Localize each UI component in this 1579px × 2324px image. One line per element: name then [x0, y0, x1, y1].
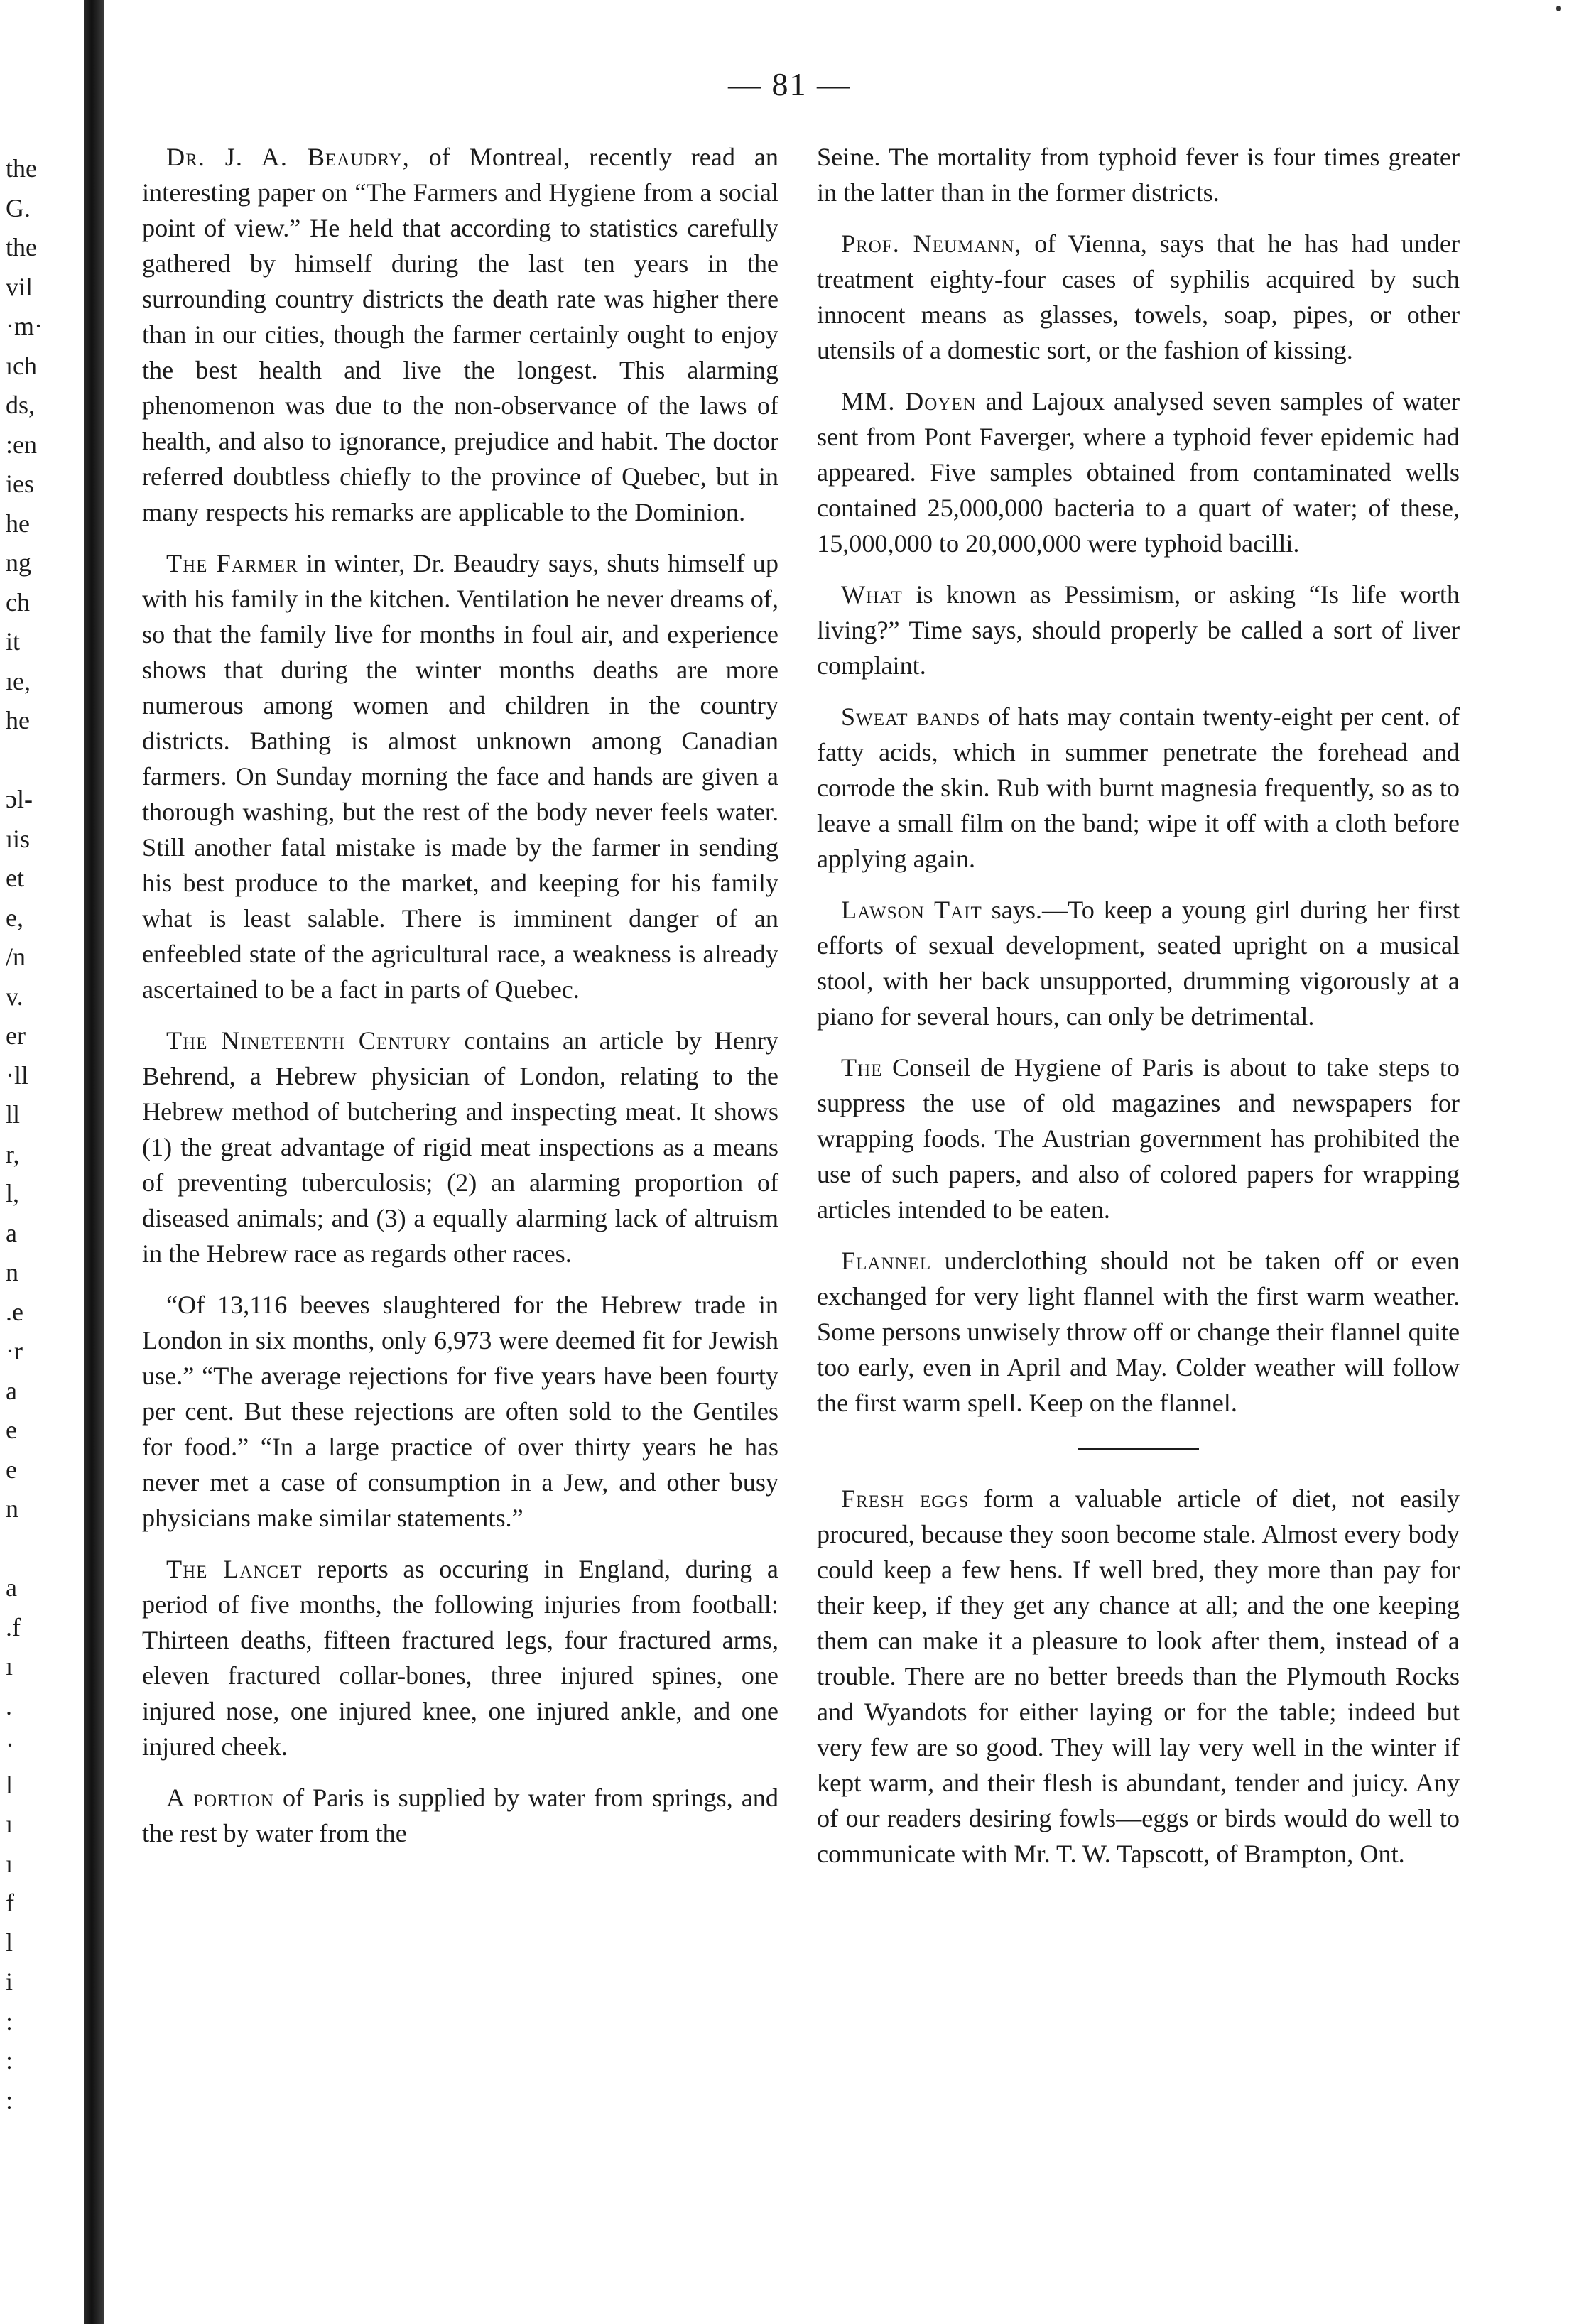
margin-fragment: ı	[6, 1652, 13, 1680]
paragraph-lead: The Lancet	[166, 1555, 303, 1583]
margin-fragment: ı	[6, 1810, 13, 1838]
margin-fragment: it	[6, 627, 21, 656]
margin-fragment: f	[6, 1889, 14, 1917]
margin-fragment: he	[6, 509, 30, 538]
paragraph-text: Seine. The mortality from typhoid fever is four times greater in the latter than in the former districts.	[817, 143, 1460, 207]
margin-fragment: :	[6, 2085, 13, 2114]
paragraph-doyen-lajoux	[817, 384, 1460, 561]
paragraph-pessimism	[817, 577, 1460, 683]
paragraph-lead: Lawson Tait	[841, 896, 982, 924]
paragraph-beeves-quote	[142, 1287, 778, 1536]
paragraph-text: of Montreal, recently read an interesting paper on “The Farmers and Hygiene from a social point of view.” He held that according to statistics carefully gathered by himself during the last ten years in the surrounding country districts the death rate was higher there than in our cities, though the farmer certainly ought to enjoy the best health and live the longest. This alarming phenomenon was due to the non-observance of the laws of health, and also to ignorance, prejudice and habit. The doctor referred doubtless chiefly to the province of Quebec, but in many respects his remarks are applicable to the Dominion.	[142, 143, 779, 526]
paragraph-sweat-bands	[817, 699, 1460, 876]
paragraph-text: says.—To keep a young girl during her first efforts of sexual development, seated upright on a musical stool, with her back unsupported, drumming vigorously at a piano for several hours, can only be detrimental.	[817, 896, 1460, 1031]
margin-fragment: he	[6, 706, 30, 734]
margin-fragment: the	[6, 233, 37, 261]
paragraph-beaudry	[142, 139, 778, 530]
paragraph-text: of hats may contain twenty-eight per cent. of fatty acids, which in summer penetrate the forehead and corrode the skin. Rub with burnt magnesia frequently, so as to leave a small film on the band; wipe it off with a cloth before applying again.	[817, 702, 1460, 873]
margin-fragment: ıch	[6, 351, 37, 380]
paragraph-text: contains an article by Henry Behrend, a Hebrew physician of London, relating to the Hebrew method of butchering and inspecting meat. It shows (1) the great advantage of rigid meat inspections as a means of preventing tuberculosis; (2) an alarming proportion of diseased animals; and (3) a equally alarming lack of altruism in the Hebrew race as regards other races.	[142, 1026, 778, 1268]
margin-fragment: ıe,	[6, 666, 31, 695]
paragraph-lead: Sweat bands	[841, 702, 981, 731]
margin-fragment	[6, 1529, 77, 1569]
margin-fragment: r,	[6, 1139, 20, 1168]
paragraph-paris-water	[142, 1780, 778, 1851]
margin-fragment: e	[6, 1455, 17, 1484]
paragraph-text: form a valuable article of diet, not easily procured, because they soon become stale. Almost every body could keep a few hens. If well bred, they more than pay for their keep, if they get any chance at all; and the one keeping them can make it a pleasure to look after them, instead of a trouble. There are no better breeds than the Plymouth Rocks and Wyandots for either laying or for the table; indeed but very few are so good. They will lay very well in the winter if kept warm, and their flesh is abundant, tender and juicy. Any of our readers desiring fowls—eggs or birds would do well to communicate with Mr. T. W. Tapscott, of Brampton, Ont.	[817, 1484, 1460, 1868]
paragraph-text: of Paris is supplied by water from springs, and the rest by water from the	[142, 1783, 778, 1847]
paragraph-nineteenth-century	[142, 1023, 778, 1271]
paragraph-lead: Prof. Neumann,	[841, 229, 1022, 258]
paragraph-text: “Of 13,116 beeves slaughtered for the Hebrew trade in London in six months, only 6,973 were deemed fit for Jewish use.” “The average rejections for five years have been fourty per cent. But these rejections are often sold to the Gentiles for food.” “In a large practice of over thirty years he has never met a case of consumption in a Jew, and other busy physicians make similar statements.”	[142, 1291, 778, 1532]
paragraph-text: in winter, Dr. Beaudry says, shuts himself up with his family in the kitchen. Ventilation he never dreams of, so that the family live for months in foul air, and experience shows that during the winter months deaths are more numerous among women and children in the country districts. Bathing is almost unknown among Canadian farmers. On Sunday morning the face and hands are given a thorough washing, but the rest of the body never feels water. Still another fatal mistake is made by the farmer in sending his best produce to the market, and keeping for his family what is least salable. There is imminent danger of an enfeebled state of the agricultural race, a weakness is already ascertained to be a fact in parts of Quebec.	[142, 549, 778, 1004]
paragraph-farmer-winter	[142, 545, 778, 1007]
margin-fragment: :	[6, 2007, 13, 2036]
margin-fragment: l	[6, 1928, 13, 1957]
margin-fragment: :	[6, 2046, 13, 2075]
paragraph-conseil-hygiene	[817, 1050, 1460, 1227]
paragraph-text: Conseil de Hygiene of Paris is about to take steps to suppress the use of old magazines and newspapers for wrapping foods. The Austrian government has prohibited the use of such papers, and also of colored papers for wrapping articles intended to be eaten.	[817, 1053, 1460, 1224]
margin-fragment: vil	[6, 272, 33, 301]
margin-fragment: i	[6, 1967, 13, 1996]
margin-fragment: ch	[6, 587, 30, 617]
binding-gutter	[84, 0, 104, 2324]
margin-fragment: ng	[6, 548, 31, 577]
margin-fragment: :en	[6, 430, 37, 459]
paragraph-lead: What	[841, 580, 903, 609]
margin-fragment: n	[6, 1258, 18, 1286]
margin-fragment: /n	[6, 943, 26, 971]
paragraph-neumann	[817, 226, 1460, 368]
margin-fragment: the	[6, 154, 37, 183]
paragraph-text: and Lajoux analysed seven samples of water sent from Pont Faverger, where a typhoid fever epidemic had appeared. Five samples obtained from contaminated wells contained 25,000,000 bacteria to a quart of water; of these, 15,000,000 to 20,000,000 were typhoid bacilli.	[817, 387, 1460, 558]
paragraph-text: is known as Pessimism, or asking “Is life worth living?” Time says, should properly be called a sort of liver complaint.	[817, 580, 1460, 680]
margin-fragment: ·m·	[6, 312, 43, 340]
margin-fragment: ıis	[6, 824, 31, 853]
margin-fragment: .	[6, 1691, 12, 1720]
margin-fragment: v.	[6, 982, 23, 1011]
right-column	[817, 139, 1460, 1887]
margin-fragment: ɔl-	[6, 785, 33, 813]
paragraph-lead: Dr. J. A. Beaudry,	[166, 143, 410, 171]
facing-page-margin-text	[6, 149, 77, 2120]
paragraph-lead: MM. Doyen	[841, 387, 977, 416]
paragraph-lead: The Farmer	[166, 549, 298, 577]
paragraph-text: reports as occuring in England, during a period of five months, the following injuries from football: Thirteen deaths, fifteen fractured legs, four fractured arms, eleven fractured collar-bones, three injured spines, one injured nose, one injured knee, one injured ankle, and one injured cheek.	[142, 1555, 778, 1761]
margin-fragment: a	[6, 1218, 17, 1247]
margin-fragment: ·r	[6, 1337, 23, 1365]
margin-fragment: l,	[6, 1179, 20, 1207]
left-column	[142, 139, 778, 1867]
paragraph-lancet	[142, 1551, 778, 1764]
margin-fragment: a	[6, 1573, 17, 1602]
paragraph-lead: The Nineteenth Century	[166, 1026, 452, 1055]
page-number: — 81 —	[728, 66, 851, 102]
paragraph-lawson-tait	[817, 892, 1460, 1034]
paragraph-lead: Flannel	[841, 1247, 932, 1275]
margin-fragment: er	[6, 1021, 26, 1050]
section-divider	[1078, 1448, 1199, 1450]
margin-fragment: e	[6, 1416, 17, 1444]
margin-fragment: ı	[6, 1849, 13, 1878]
paragraph-lead: Fresh eggs	[841, 1484, 970, 1513]
paragraph-lead: The	[841, 1053, 883, 1082]
margin-fragment: l	[6, 1770, 13, 1799]
paragraph-text: of Vienna, says that he has had under treatment eighty-four cases of syphilis acquired by such innocent means as glasses, towels, soap, pipes, or other utensils of a domestic sort, or the fashion of kissing.	[817, 229, 1460, 364]
margin-fragment: n	[6, 1494, 18, 1523]
margin-fragment: .f	[6, 1612, 21, 1641]
margin-fragment: ·	[6, 1731, 14, 1759]
margin-fragment: e,	[6, 903, 23, 932]
margin-fragment: .e	[6, 1297, 23, 1326]
margin-fragment	[6, 741, 77, 781]
paragraph-seine-continued	[817, 139, 1460, 210]
paragraph-text: underclothing should not be taken off or even exchanged for very light flannel with the first warm weather. Some persons unwisely throw off or change their flannel quite too early, even in April and May. Colder weather will follow the first warm spell. Keep on the flannel.	[817, 1247, 1460, 1417]
margin-fragment: a	[6, 1376, 17, 1405]
scan-speck	[1556, 6, 1561, 11]
paragraph-fresh-eggs	[817, 1481, 1460, 1872]
paragraph-lead: A portion	[166, 1783, 274, 1812]
margin-fragment: ies	[6, 469, 34, 498]
margin-fragment: ll	[6, 1100, 21, 1129]
margin-fragment: ds,	[6, 391, 36, 419]
margin-fragment: G.	[6, 193, 31, 222]
margin-fragment: ·ll	[6, 1060, 28, 1090]
margin-fragment: et	[6, 864, 24, 892]
paragraph-flannel	[817, 1243, 1460, 1421]
